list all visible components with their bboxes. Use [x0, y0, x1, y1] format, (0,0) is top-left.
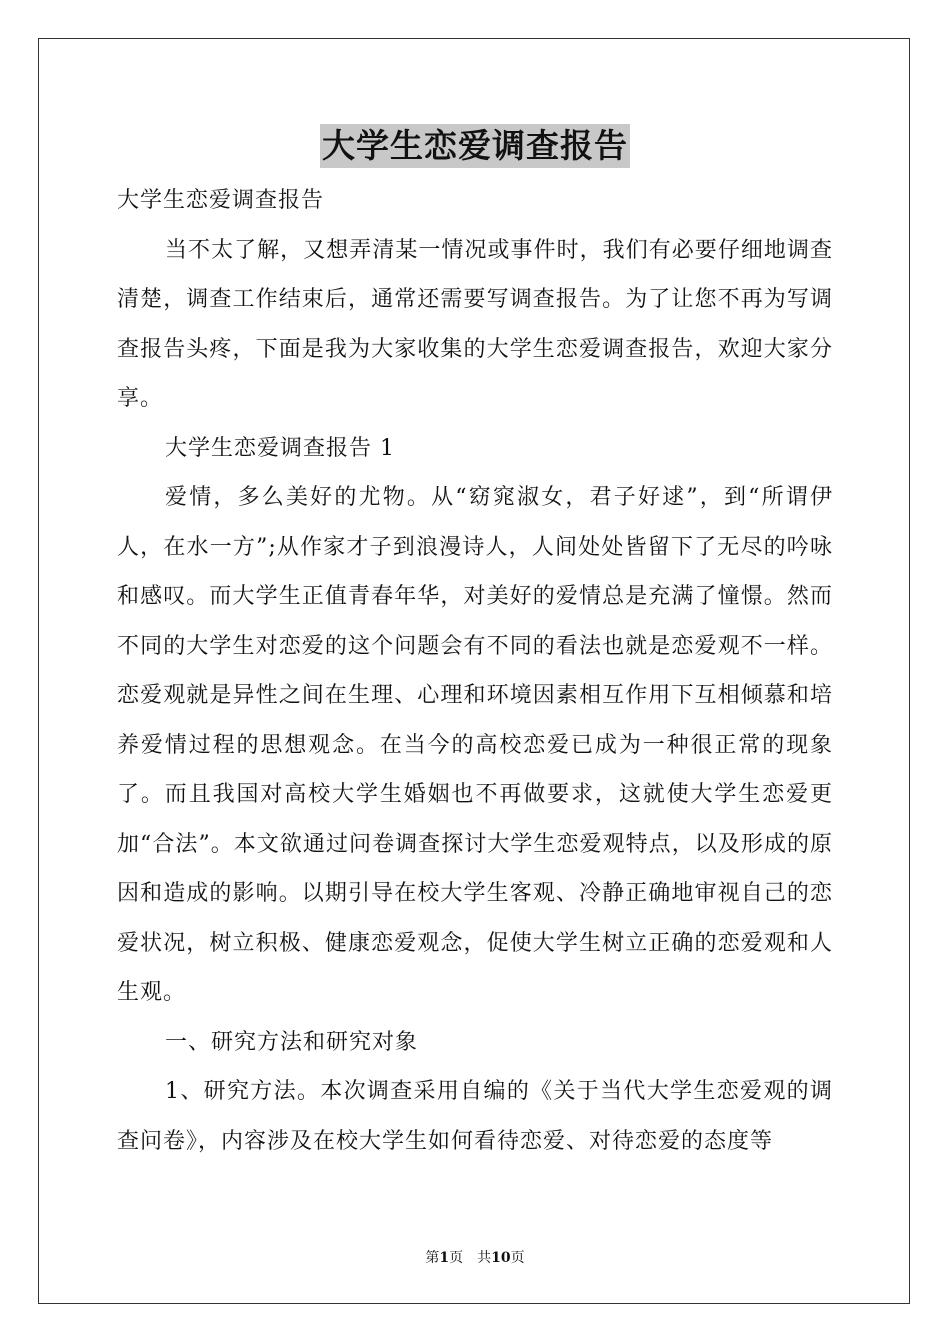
footer-suffix: 页 [510, 1250, 525, 1266]
page-footer [0, 1248, 950, 1268]
footer-page-number: 1 [439, 1250, 450, 1266]
paragraph-methods: 1、研究方法。本次调查采用自编的《关于当代大学生恋爱观的调查问卷》，内容涉及在校大学生如何看待恋爱、对待恋爱的态度等 [117, 1079, 833, 1154]
paragraph-subtitle: 大学生恋爱调查报告 [117, 188, 325, 213]
footer-total-pages: 10 [491, 1250, 511, 1266]
paragraph-section-heading: 大学生恋爱调查报告 1 [165, 435, 395, 461]
title-container [0, 124, 950, 168]
document-body [117, 176, 833, 1166]
footer-prefix: 第 [425, 1250, 440, 1266]
paragraph-body: 爱情，多么美好的尤物。从“窈窕淑女，君子好逑”，到“所谓伊人，在水一方”;从作家才子到浪漫诗人，人间处处皆留下了无尽的吟咏和感叹。而大学生正值青春年华，对美好的爱情总是充满了憧憬。然而不同的大学生对恋爱的这个问题会有不同的看法也就是恋爱观不一样。恋爱观就是异性之间在生理、心理和环境因素相互作用下互相倾慕和培养爱情过程的思想观念。在当今的高校恋爱已成为一种很正常的现象了。而且我国对高校大学生婚姻也不再做要求，这就使大学生恋爱更加“合法”。本文欲通过问卷调查探讨大学生恋爱观特点，以及形成的原因和造成的影响。以期引导在校大学生客观、冷静正确地审视自己的恋爱状况，树立积极、健康恋爱观念，促使大学生树立正确的恋爱观和人生观。 [117, 485, 833, 1005]
footer-middle: 页 共 [449, 1250, 492, 1266]
paragraph-heading-methods: 一、研究方法和研究对象 [165, 1029, 419, 1055]
paragraph-intro: 当不太了解，又想弄清某一情况或事件时，我们有必要仔细地调查清楚，调查工作结束后，通常还需要写调查报告。为了让您不再为写调查报告头疼，下面是我为大家收集的大学生恋爱调查报告，欢迎大家分享。 [117, 237, 833, 411]
document-title: 大学生恋爱调查报告 [320, 124, 630, 168]
